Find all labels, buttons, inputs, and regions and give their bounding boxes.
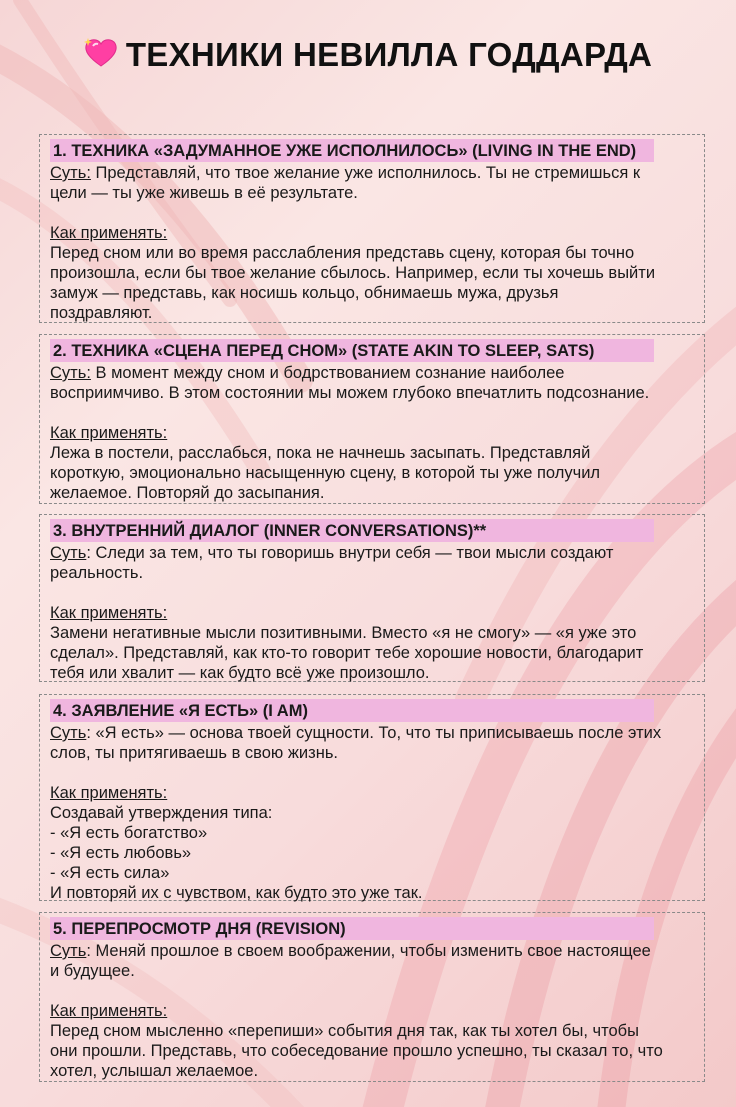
technique-heading: 1. ТЕХНИКА «ЗАДУМАННОЕ УЖЕ ИСПОЛНИЛОСЬ» (LIVING IN THE END) — [50, 139, 654, 162]
howto-line: короткую, эмоционально насыщенную сцену, в которой ты уже получил — [50, 464, 601, 482]
essence-label: Суть: — [50, 364, 91, 382]
essence-label: Суть: — [50, 164, 91, 182]
technique-card-1 — [39, 134, 705, 323]
howto-line: поздравляют. — [50, 304, 153, 322]
essence-line: слов, ты притягиваешь в свою жизнь. — [50, 744, 339, 762]
technique-card-3 — [39, 514, 705, 682]
technique-heading: 2. ТЕХНИКА «СЦЕНА ПЕРЕД СНОМ» (STATE AKIN TO SLEEP, SATS) — [50, 339, 654, 362]
essence-label: Суть — [50, 942, 87, 960]
howto-label: Как применять: — [50, 424, 168, 442]
howto-label: Как применять: — [50, 604, 168, 622]
essence-line — [50, 723, 704, 743]
howto-line: желаемое. Повторяй до засыпания. — [50, 484, 325, 502]
essence-line — [50, 543, 704, 563]
page-title — [0, 36, 736, 76]
howto-line: хотел, услышал желаемое. — [50, 1062, 259, 1080]
essence-line: и будущее. — [50, 962, 135, 980]
howto-line: Перед сном мысленно «перепиши» события дня так, как ты хотел бы, чтобы — [50, 1022, 639, 1040]
essence-text: : Меняй прошлое в своем воображении, чтобы изменить свое настоящее — [86, 942, 651, 960]
essence-line — [50, 363, 704, 383]
essence-line — [50, 163, 704, 183]
essence-text: Представляй, что твое желание уже исполнилось. Ты не стремишься к — [90, 164, 641, 182]
howto-line: - «Я есть богатство» — [50, 824, 208, 842]
technique-heading: 4. ЗАЯВЛЕНИЕ «Я ЕСТЬ» (I AM) — [50, 699, 654, 722]
technique-heading: 3. ВНУТРЕННИЙ ДИАЛОГ (INNER CONVERSATIONS)** — [50, 519, 654, 542]
howto-line: Создавай утверждения типа: — [50, 804, 273, 822]
howto-line: - «Я есть любовь» — [50, 844, 192, 862]
essence-label: Суть — [50, 724, 87, 742]
howto-label: Как применять: — [50, 224, 168, 242]
essence-line: восприимчиво. В этом состоянии мы можем глубоко впечатлить подсознание. — [50, 384, 650, 402]
howto-line: Замени негативные мысли позитивными. Вместо «я не смогу» — «я уже это — [50, 624, 637, 642]
essence-line: цели — ты уже живешь в её результате. — [50, 184, 358, 202]
technique-heading: 5. ПЕРЕПРОСМОТР ДНЯ (REVISION) — [50, 917, 654, 940]
howto-label: Как применять: — [50, 1002, 168, 1020]
essence-text: В момент между сном и бодрствованием сознание наиболее — [90, 364, 565, 382]
howto-label: Как применять: — [50, 784, 168, 802]
howto-line: Лежа в постели, расслабься, пока не начнешь засыпать. Представляй — [50, 444, 591, 462]
howto-line: они прошли. Представь, что собеседование прошло успешно, ты сказал то, что — [50, 1042, 663, 1060]
howto-line: - «Я есть сила» — [50, 864, 170, 882]
technique-card-4 — [39, 694, 705, 901]
essence-line: реальность. — [50, 564, 144, 582]
howto-line: сделал». Представляй, как кто-то говорит тебе хорошие новости, благодарит — [50, 644, 644, 662]
essence-label: Суть — [50, 544, 87, 562]
howto-line: тебя или хвалит — как будто всё уже произошло. — [50, 664, 430, 682]
sparkling-heart-icon — [84, 38, 118, 76]
essence-text: : Следи за тем, что ты говоришь внутри себя — твои мысли создают — [86, 544, 614, 562]
howto-line: И повторяй их с чувством, как будто это уже так. — [50, 884, 423, 902]
essence-line — [50, 941, 704, 961]
technique-card-5 — [39, 912, 705, 1082]
howto-line: замуж — представь, как носишь кольцо, обнимаешь мужа, друзья — [50, 284, 559, 302]
howto-line: произошла, если бы твое желание сбылось. Например, если ты хочешь выйти — [50, 264, 656, 282]
title-text: ТЕХНИКИ НЕВИЛЛА ГОДДАРДА — [125, 36, 653, 73]
technique-card-2 — [39, 334, 705, 504]
essence-text: : «Я есть» — основа твоей сущности. То, что ты приписываешь после этих — [86, 724, 662, 742]
howto-line: Перед сном или во время расслабления представь сцену, которая бы точно — [50, 244, 635, 262]
